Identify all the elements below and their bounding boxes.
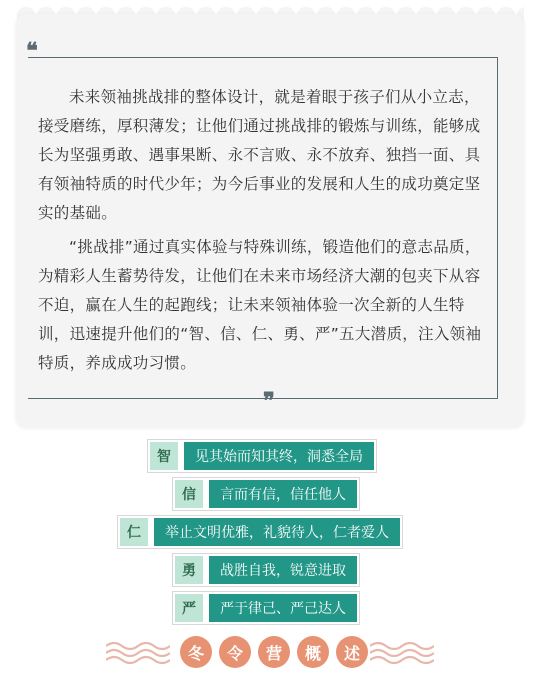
trait-char: 智 [150, 442, 178, 470]
intro-paragraph-1: 未来领袖挑战排的整体设计，就是着眼于孩子们从小立志，接受磨练，厚积薄发；让他们通过挑战排的锻炼与训练，能够成长为坚强勇敢、遇事果断、永不言败、永不放弃、独挡一面、具有领袖特质的时代少年；为今后事业的发展和人生的成功奠定坚实的基础。 [38, 88, 481, 222]
trait-char: 信 [175, 480, 203, 508]
trait-text: 战胜自我，锐意进取 [209, 556, 357, 584]
trait-char: 勇 [175, 556, 203, 584]
section-title [0, 636, 542, 672]
trait-row-discipline [172, 591, 360, 625]
trait-row-benevolence [117, 515, 403, 549]
trait-text: 举止文明优雅，礼貌待人，仁者爱人 [154, 518, 400, 546]
trait-text: 严于律己、严己达人 [209, 594, 357, 622]
wave-decoration-left-icon [106, 640, 170, 668]
trait-text: 言而有信，信任他人 [209, 480, 357, 508]
title-char: 营 [258, 636, 290, 668]
title-char: 令 [219, 636, 251, 668]
trait-row-trust [172, 477, 360, 511]
title-char: 述 [336, 636, 368, 668]
trait-row-wisdom [147, 439, 377, 473]
trait-char: 仁 [120, 518, 148, 546]
trait-row-courage [172, 553, 360, 587]
open-quote-icon: ❝ [26, 38, 38, 64]
wave-decoration-right-icon [370, 640, 434, 668]
title-char: 冬 [180, 636, 212, 668]
title-char: 概 [297, 636, 329, 668]
close-quote-icon: ❞ [263, 388, 275, 414]
trait-char: 严 [175, 594, 203, 622]
intro-paragraph-2: “挑战排”通过真实体验与特殊训练，锻造他们的意志品质，为精彩人生蓄势待发，让他们在未来市场经济大潮的包夹下从容不迫，赢在人生的起跑线；让未来领袖体验一次全新的人生特训，迅速提升他们的“智、信、仁、勇、严”五大潜质，注入领袖特质，养成成功习惯。 [38, 238, 482, 372]
trait-text: 见其始而知其终，洞悉全局 [184, 442, 374, 470]
title-circles [180, 636, 368, 668]
